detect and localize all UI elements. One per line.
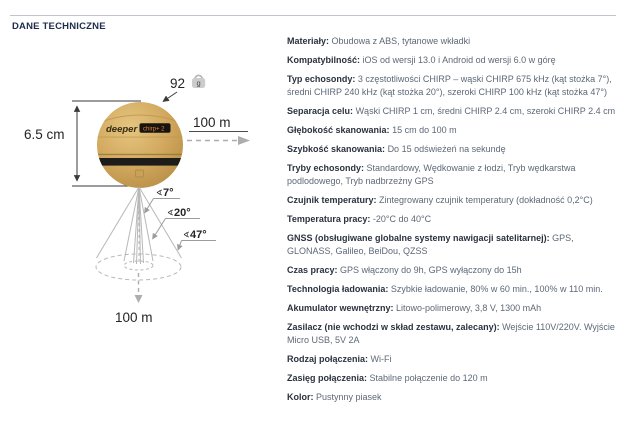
specs-list <box>287 35 621 410</box>
spec-row <box>287 54 621 67</box>
range-label: 100 m <box>193 115 231 130</box>
spec-value: Zintegrowany czujnik temperatury (dokładność 0,2°C) <box>379 195 593 205</box>
angle-callout-47 <box>178 229 216 250</box>
device-brand-logo: deeper <box>106 124 138 135</box>
spec-value: GPS włączony do 9h, GPS wyłączony do 15h <box>340 265 522 275</box>
spec-value: Litowo-polimerowy, 3,8 V, 1300 mAh <box>396 303 542 313</box>
spec-label: Technologia ładowania: <box>287 284 389 294</box>
spec-row <box>287 194 621 207</box>
inner-cone-ellipse <box>124 261 153 270</box>
spec-label: Separacja celu: <box>287 106 354 116</box>
sonar-diagram <box>0 60 285 345</box>
weight-icon <box>192 75 205 88</box>
spec-value: Standardowy, Wędkowanie z łodzi, Tryb wędkarstwa podlodowego, Tryb nadbrzeżny GPS <box>287 163 576 186</box>
spec-row <box>287 232 621 258</box>
range-callout <box>187 115 250 145</box>
top-divider <box>10 15 616 16</box>
spec-label: Temperatura pracy: <box>287 214 371 224</box>
spec-label: Tryby echosondy: <box>287 163 365 173</box>
angle-20-label: 20° <box>174 207 191 219</box>
spec-label: Rodzaj połączenia: <box>287 354 369 364</box>
weight-unit: g <box>196 78 201 88</box>
angle-47-label: 47° <box>190 229 207 241</box>
spec-value: Wąski CHIRP 1 cm, średni CHIRP 2.4 cm, szeroki CHIRP 2.4 cm <box>355 106 616 116</box>
depth-callout <box>115 273 153 325</box>
angle-icon: ∢ <box>183 230 190 240</box>
spec-value: Wejście 110V/220V. Wyjście Micro USB, 5V 2A <box>287 322 615 345</box>
spec-value: iOS od wersji 13.0 i Android od wersji 6.0 w górę <box>362 55 556 65</box>
spec-row <box>287 283 621 296</box>
spec-row <box>287 302 621 315</box>
spec-row <box>287 124 621 137</box>
spec-label: Zasięg połączenia: <box>287 373 368 383</box>
spec-label: Materiały: <box>287 36 330 46</box>
spec-row <box>287 264 621 277</box>
spec-label: Akumulator wewnętrzny: <box>287 303 394 313</box>
spec-label: Kolor: <box>287 392 314 402</box>
spec-value: GPS, GLONASS, Galileo, BeiDou, QZSS <box>287 233 574 256</box>
range-arrowhead <box>238 136 250 145</box>
depth-arrowhead <box>135 295 143 303</box>
spec-label: Czas pracy: <box>287 265 338 275</box>
weight-callout <box>163 75 205 101</box>
angle-icon: ∢ <box>167 208 174 218</box>
sonar-cones <box>96 187 182 280</box>
device-model-label: chirp+ 2 <box>143 126 165 133</box>
spec-row <box>287 143 621 156</box>
spec-row <box>287 353 621 366</box>
spec-value: Obudowa z ABS, tytanowe wkładki <box>331 36 471 46</box>
page-title: DANE TECHNICZNE <box>12 21 106 32</box>
spec-value: Do 15 odświeżeń na sekundę <box>387 144 506 154</box>
spec-label: Czujnik temperatury: <box>287 195 377 205</box>
spec-label: GNSS (obsługiwane globalne systemy nawigacji satelitarnej): <box>287 233 550 243</box>
spec-row <box>287 35 621 48</box>
angle-icon: ∢ <box>156 188 163 198</box>
spec-label: Głębokość skanowania: <box>287 125 390 135</box>
spec-value: Pustynny piasek <box>316 392 382 402</box>
spec-label: Kompatybilność: <box>287 55 361 65</box>
spec-label: Zasilacz (nie wchodzi w skład zestawu, zalecany): <box>287 322 500 332</box>
spec-row <box>287 321 621 347</box>
spec-row <box>287 391 621 404</box>
spec-label: Typ echosondy: <box>287 74 356 84</box>
spec-row <box>287 213 621 226</box>
spec-value: -20°C do 40°C <box>372 214 432 224</box>
height-label: 6.5 cm <box>24 127 65 142</box>
spec-value: 15 cm do 100 m <box>392 125 457 135</box>
device-band <box>95 158 187 166</box>
spec-row <box>287 73 621 99</box>
spec-value: 3 częstotliwości CHIRP – wąski CHIRP 675 kHz (kąt stożka 7°), średni CHIRP 240 kHz (kąt stożka 20°), szeroki CHIRP 100 kHz (kąt stożka 47°) <box>287 74 612 97</box>
weight-value: 92 <box>170 76 186 91</box>
spec-label: Szybkość skanowania: <box>287 144 386 154</box>
spec-value: Szybkie ładowanie, 80% w 60 min., 100% w 110 min. <box>390 284 603 294</box>
sonar-device <box>95 102 187 188</box>
spec-value: Wi-Fi <box>370 354 392 364</box>
spec-row <box>287 162 621 188</box>
spec-value: Stabilne połączenie do 120 m <box>369 373 488 383</box>
angle-7-label: 7° <box>163 187 174 199</box>
spec-row <box>287 372 621 385</box>
depth-label: 100 m <box>115 310 153 325</box>
spec-row <box>287 105 621 118</box>
